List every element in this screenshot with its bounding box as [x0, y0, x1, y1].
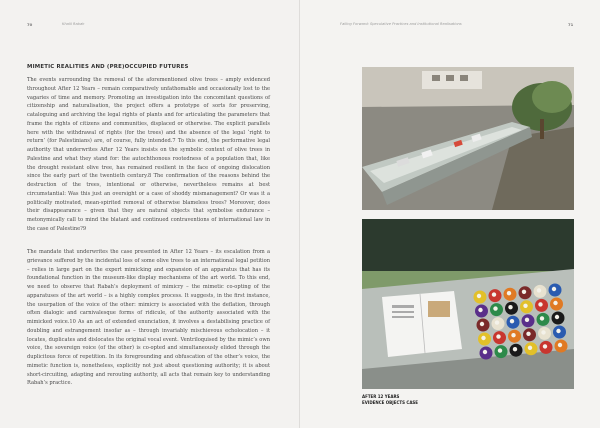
caption-title: AFTER 12 YEARS: [362, 394, 400, 399]
body-paragraph: [27, 248, 270, 388]
right-running-head: Falling Forward: Speculative Practices and Institutional Realisations: [340, 22, 462, 26]
billiard-ball-number-spot: [555, 315, 559, 319]
billiard-ball-number-spot: [492, 292, 496, 296]
billiard-ball-number-spot: [558, 343, 562, 347]
left-running-head: Khalil Rabah: [62, 22, 85, 26]
billiard-ball-number-spot: [498, 348, 502, 352]
billiard-ball-number-spot: [510, 319, 514, 323]
billiard-ball-number-spot: [556, 329, 560, 333]
billiard-ball-number-spot: [493, 306, 497, 310]
body-paragraph: [27, 76, 270, 234]
evidence-objects-image: [362, 219, 574, 389]
billiard-ball-number-spot: [477, 294, 481, 298]
billiard-ball-number-spot: [538, 302, 542, 306]
billiard-ball-number-spot: [511, 333, 515, 337]
billiard-ball-number-spot: [483, 350, 487, 354]
installation-photo: [362, 67, 574, 210]
billiard-ball-number-spot: [525, 318, 529, 322]
billiard-ball-number-spot: [507, 291, 511, 295]
figure-caption: [362, 394, 418, 406]
billiard-ball-number-spot: [528, 346, 532, 350]
billiard-ball-number-spot: [540, 316, 544, 320]
left-page-number: 70: [27, 22, 33, 27]
billiard-ball-number-spot: [508, 305, 512, 309]
billiard-ball-number-spot: [526, 332, 530, 336]
billiard-ball-number-spot: [522, 290, 526, 294]
billiard-ball-number-spot: [496, 334, 500, 338]
paragraph-1-text: The events surrounding the removal of the aforementioned olive trees – amply evidenced throughout After 12 Years – remain comparatively unfathomable and occasionally lost to the vagaries of time and memory. Promoting an investigation into the concomitant questions of citizenship and naturalisation, the project offers a prototype of sorts for preserving, cataloguing and archiving the legal rights of plants and for articulating the parameters that frame the rights of citizens and communities, displaced or otherwise. The explicit parallels here with the withdrawal of rights (for the trees) and the absence of the legal ‘right to return’ (for Palestinians) are, of course, fully intended.7 To this end, the performative legal authority that underwrites After 12 Years insists on the symbolic context of olive trees in Palestine and what they stand for: the autochthonous rootedness of a population that, like the drought resistant olive tree, has remained resilient in the face of ongoing dislocation since the early part of the twentieth century.8 The confirmation of the reasons behind the destruction of the trees, intentional or otherwise, nevertheless remains at best circumstantial: Was this just an oversight or a case of shoddy mismanagement? Or was it a politically motivated, mean-spirited removal of otherwise blameless trees? Moreover, does their disappearance – given that they are natural objects that symbolise endurance – metonymically call to mind the blatant and continued contraventions of international law in the case of Palestine?9: [27, 77, 270, 232]
billiard-ball-number-spot: [537, 288, 541, 292]
billiard-ball-number-spot: [553, 301, 557, 305]
vitrine-closeup-photo: [362, 219, 574, 389]
billiard-ball-number-spot: [552, 287, 556, 291]
paragraph-2-text: The mandate that underwrites the case presented in After 12 Years – its escalation from a grievance suffered by the incidental loss of some olive trees to an international legal petition – relies in large part on the expert mimicking and expansion of an apparatus that has its foundational function in the museum-like display mechanisms of the art world. To this end, we need to observe that Rabah’s deployment of mimicry – the mimetic co-opting of the apparatuses of the art world – is a highly complex process. It suggests, in the first instance, the usurpation of the voice of the other: mimicry is associated with the deflation, through often dialogic and carnivalesque forms of ridicule, of the authority associated with the mimicked voice.10 As an act of extended enunciation, it involves a destabilising practice of doubling and estrangement insofar as – through invariably mischievous echolocation – it locates, duplicates and dislocates the original vocal event. Ventriloquised by the mimic’s own voice, the sovereign voice (of the other) is co-opted and simultaneously elided through the duplicitous force of repetition. In its foregrounding and obfuscation of the other’s voice, the mimetic function is, nonetheless, explicitly not just about questioning authority; it is about short-circuiting, adapting and rerouting authority, all acts that remain key to understanding Rabah’s practice.: [27, 249, 270, 387]
billiard-ball-number-spot: [543, 344, 547, 348]
billiard-ball-number-spot: [481, 336, 485, 340]
billiard-ball-number-spot: [523, 304, 527, 308]
right-page-number: 71: [568, 22, 574, 27]
caption-subtitle: EVIDENCE OBJECTS CASE: [362, 400, 419, 405]
billiard-ball-number-spot: [495, 320, 499, 324]
billiard-ball-number-spot: [513, 347, 517, 351]
section-heading: MIMETIC REALITIES AND (PRE)OCCUPIED FUTURES: [27, 64, 189, 70]
gallery-vitrine-image: [362, 67, 574, 210]
billiard-ball-number-spot: [480, 322, 484, 326]
billiard-ball-number-spot: [541, 330, 545, 334]
billiard-ball-number-spot: [478, 308, 482, 312]
